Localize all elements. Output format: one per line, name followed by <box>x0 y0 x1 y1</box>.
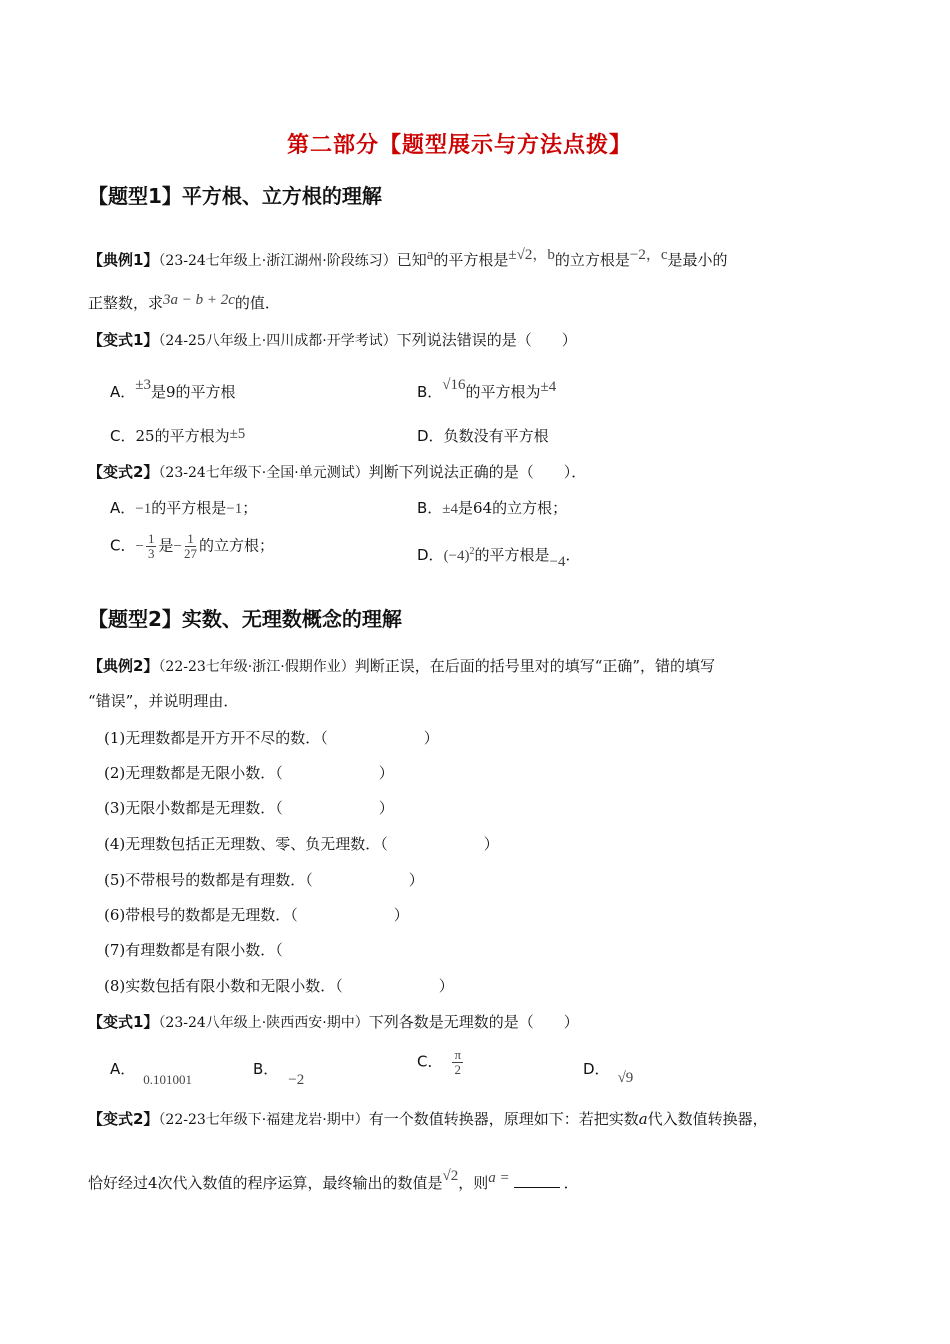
answer-blank[interactable] <box>514 1175 560 1188</box>
judge-item-text: (7)有理数都是有限小数．（ <box>104 941 283 959</box>
option-label: B． <box>253 1060 279 1078</box>
fraction-numerator: 1 <box>147 531 155 546</box>
judge-item-close: ） <box>378 799 394 817</box>
variant-tag: 【变式2】 <box>88 1110 159 1128</box>
option-a[interactable] <box>110 1058 192 1088</box>
option-label: A． <box>110 499 136 517</box>
fraction-numerator: π <box>454 1047 462 1062</box>
math-pm4: ±4 <box>442 501 459 517</box>
option-text: 是 <box>158 536 174 555</box>
math-sqrt9: √9 <box>617 1070 634 1086</box>
math-pm5: ±5 <box>229 426 246 442</box>
math-c: c <box>660 247 668 263</box>
variant-2-line-2 <box>88 1168 579 1193</box>
judge-item-text: (4)无理数包括正无理数、零、负无理数．（ <box>104 835 388 853</box>
judge-item-text: (5)不带根号的数都是有理数．（ <box>104 871 313 889</box>
option-text: 的平方根是 <box>151 499 227 517</box>
math-sqrt16: √16 <box>442 377 466 393</box>
option-text: 负数没有平方根 <box>443 427 549 445</box>
option-label: C． <box>110 536 136 555</box>
option-d[interactable] <box>417 425 549 446</box>
math-b: b <box>547 247 555 263</box>
variant-text: 代入数值转换器， <box>647 1110 768 1128</box>
judge-item-close: ） <box>423 729 439 747</box>
option-text: 的平方根是 <box>474 546 550 564</box>
example-1-text: 正整数，求 <box>88 294 164 312</box>
judge-item-close: ） <box>393 906 409 924</box>
option-text: 是64的立方根； <box>458 499 568 517</box>
variant-text: ，则 <box>458 1174 489 1192</box>
math-pm4: ±4 <box>540 379 557 395</box>
section-1-heading: 【题型1】平方根、立方根的理解 <box>88 184 382 208</box>
fraction-pi-over-2 <box>452 1048 463 1077</box>
option-label: B． <box>417 383 443 401</box>
option-text: 的平方根为 <box>465 383 541 401</box>
fraction-one-27th <box>184 532 197 561</box>
math-neg1: −1 <box>226 501 243 517</box>
example-1-text: 是最小的 <box>667 251 728 269</box>
option-text: 25的平方根为 <box>135 427 230 445</box>
example-2-line-2: “错误”，并说明理由． <box>88 692 239 710</box>
variant-source: （24-25八年级上·四川成都·开学考试） <box>158 333 397 349</box>
fraction-denominator: 3 <box>147 546 155 561</box>
judge-item-close: ） <box>378 764 394 782</box>
variant-text: 恰好经过4次代入数值的程序运算，最终输出的数值是 <box>88 1174 443 1192</box>
variant-tag: 【变式1】 <box>88 331 159 349</box>
math-neg2: −2， <box>629 247 661 263</box>
option-c[interactable] <box>110 532 274 561</box>
variant-question: 判断下列说法正确的是（ ）． <box>368 463 587 481</box>
section-2-heading: 【题型2】实数、无理数概念的理解 <box>88 607 402 631</box>
option-label: B． <box>417 499 443 517</box>
judge-item-close: ） <box>408 871 424 889</box>
math-a: a <box>638 1110 648 1128</box>
math-minus: − <box>173 538 182 555</box>
judge-item-close: ） <box>483 835 499 853</box>
judge-item[interactable] <box>104 869 424 890</box>
option-text: ； <box>242 499 258 517</box>
judge-item-text: (8)实数包括有限小数和无限小数．（ <box>104 977 343 995</box>
math-minus: − <box>135 538 144 555</box>
variant-source: （23-24七年级下·全国·单元测试） <box>158 465 369 481</box>
option-label: C． <box>417 1052 443 1071</box>
option-b[interactable] <box>417 497 567 518</box>
judge-item-text: (1)无理数都是开方开不尽的数．（ <box>104 729 328 747</box>
page-title: 第二部分【题型展示与方法点拨】 <box>287 133 633 158</box>
judge-item-text: (6)带根号的数都是无理数．（ <box>104 906 298 924</box>
variant-1-question <box>88 1011 579 1032</box>
example-2-tag: 【典例2】 <box>88 657 159 675</box>
fraction-denominator: 27 <box>183 546 197 561</box>
judge-item[interactable] <box>104 797 394 818</box>
math-neg4: −4 <box>549 554 566 570</box>
option-b[interactable] <box>417 377 556 402</box>
variant-source: （23-24八年级上·陕西西安·期中） <box>158 1015 369 1031</box>
math-exponent: 2 <box>469 546 475 557</box>
math-neg2: −2 <box>288 1072 305 1088</box>
fraction-one-third <box>146 532 157 561</box>
example-1-line-2 <box>88 292 280 313</box>
judge-item[interactable] <box>104 833 499 854</box>
math-a: a <box>426 247 434 263</box>
math-neg1: −1 <box>135 501 152 517</box>
math-pm-sqrt2: ±√2， <box>508 247 548 263</box>
math-a-equals: a = <box>488 1170 510 1186</box>
example-1-text: 的平方根是 <box>433 251 509 269</box>
option-b[interactable] <box>253 1058 304 1089</box>
example-2-line-1 <box>88 655 715 676</box>
variant-2-line-1 <box>88 1108 768 1129</box>
example-1-text: 的立方根是 <box>554 251 630 269</box>
example-2-text: 判断正误，在后面的括号里对的填写“正确”，错的填写 <box>354 657 716 675</box>
judge-item[interactable] <box>104 975 454 996</box>
judge-item-text: (3)无限小数都是无理数．（ <box>104 799 283 817</box>
math-sqrt2: √2 <box>442 1168 459 1184</box>
judge-item[interactable] <box>104 762 394 783</box>
example-2-source: （22-23七年级·浙江·假期作业） <box>158 659 355 675</box>
variant-tag: 【变式1】 <box>88 1013 159 1031</box>
option-a[interactable] <box>110 497 257 518</box>
option-text: ． <box>565 546 581 564</box>
option-text: 是9的平方根 <box>151 383 236 401</box>
option-d[interactable] <box>417 544 581 571</box>
option-d[interactable] <box>583 1058 633 1087</box>
option-c[interactable] <box>110 425 245 446</box>
judge-item[interactable] <box>104 904 409 925</box>
option-label: D． <box>417 546 444 564</box>
option-label: D． <box>417 427 444 445</box>
variant-text: ． <box>563 1174 579 1192</box>
judge-item-text: (2)无理数都是无限小数．（ <box>104 764 283 782</box>
variant-question: 下列说法错误的是（ ） <box>396 331 577 349</box>
math-pm3: ±3 <box>135 377 151 393</box>
math-expression: 3a − b + 2c <box>163 292 235 308</box>
variant-2-question <box>88 461 586 482</box>
option-text: 的立方根； <box>198 536 274 555</box>
option-label: D． <box>583 1060 610 1078</box>
judge-item[interactable] <box>104 939 379 960</box>
example-1-line-1 <box>88 243 728 270</box>
option-c[interactable] <box>417 1048 465 1077</box>
variant-tag: 【变式2】 <box>88 463 159 481</box>
variant-question: 下列各数是无理数的是（ ） <box>368 1013 579 1031</box>
math-neg4-paren: (−4) <box>443 548 470 564</box>
option-a[interactable] <box>110 377 236 402</box>
option-label: C． <box>110 427 136 445</box>
example-1-text: 的值． <box>234 294 280 312</box>
judge-item-close: ） <box>438 977 454 995</box>
variant-1-question <box>88 329 577 350</box>
math-decimal: 0.101001 <box>143 1072 193 1087</box>
option-label: A． <box>110 383 136 401</box>
option-label: A． <box>110 1060 136 1078</box>
example-1-text: 已知 <box>396 251 427 269</box>
fraction-denominator: 2 <box>454 1062 462 1077</box>
variant-text: 有一个数值转换器，原理如下：若把实数 <box>368 1110 639 1128</box>
judge-item[interactable] <box>104 727 439 748</box>
variant-source: （22-23七年级下·福建龙岩·期中） <box>158 1112 369 1128</box>
example-1-source: （23-24七年级上·浙江湖州·阶段练习） <box>158 253 397 269</box>
fraction-numerator: 1 <box>187 531 194 546</box>
example-1-tag: 【典例1】 <box>88 251 159 269</box>
